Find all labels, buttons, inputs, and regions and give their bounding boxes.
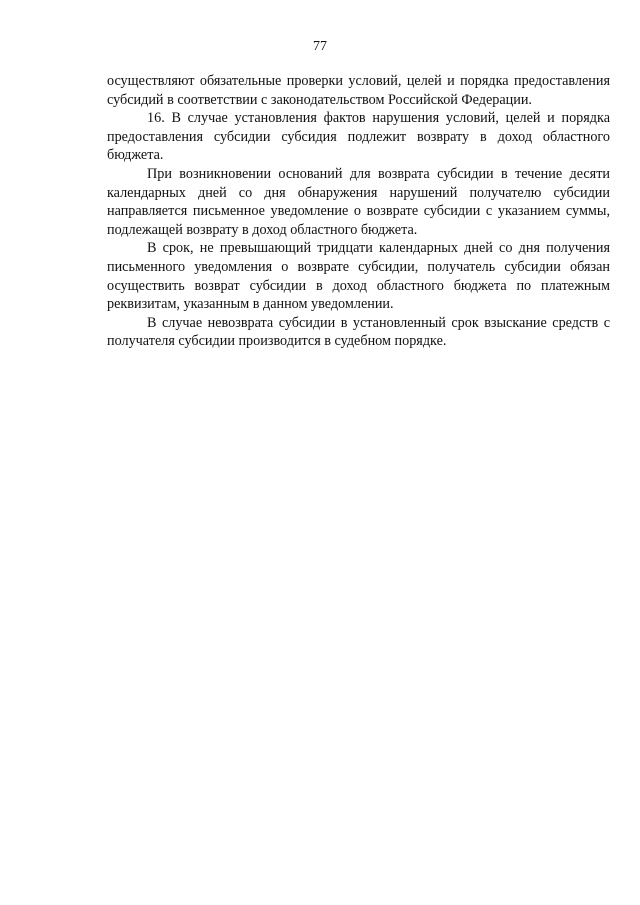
paragraph-continuation: осуществляют обязательные проверки условий, целей и порядка предоставления субсидий в соответствии с законодательством Российской Федерации. xyxy=(107,73,610,108)
paragraph-return-notice: При возникновении оснований для возврата субсидии в течение десяти календарных дней со дня обнаружения нарушений получателю субсидии направляется письменное уведомление о возврате субсидии с указанием суммы, подлежащей возврату в доход областного бюджета. xyxy=(107,165,610,238)
document-body xyxy=(107,72,610,351)
page-number: 77 xyxy=(313,39,327,54)
paragraph-return-deadline: В срок, не превышающий тридцати календарных дней со дня получения письменного уведомления о возврате субсидии, получатель субсидии обязан осуществить возврат субсидии в доход областного бюджета по платежным реквизитам, указанным в данном уведомлении. xyxy=(107,240,610,313)
paragraph-court-recovery: В случае невозврата субсидии в установленный срок взыскание средств с получателя субсидии производится в судебном порядке. xyxy=(107,314,610,350)
paragraph-item-16: 16. В случае установления фактов нарушения условий, целей и порядка предоставления субсидии субсидия подлежит возврату в доход областного бюджета. xyxy=(107,110,610,164)
